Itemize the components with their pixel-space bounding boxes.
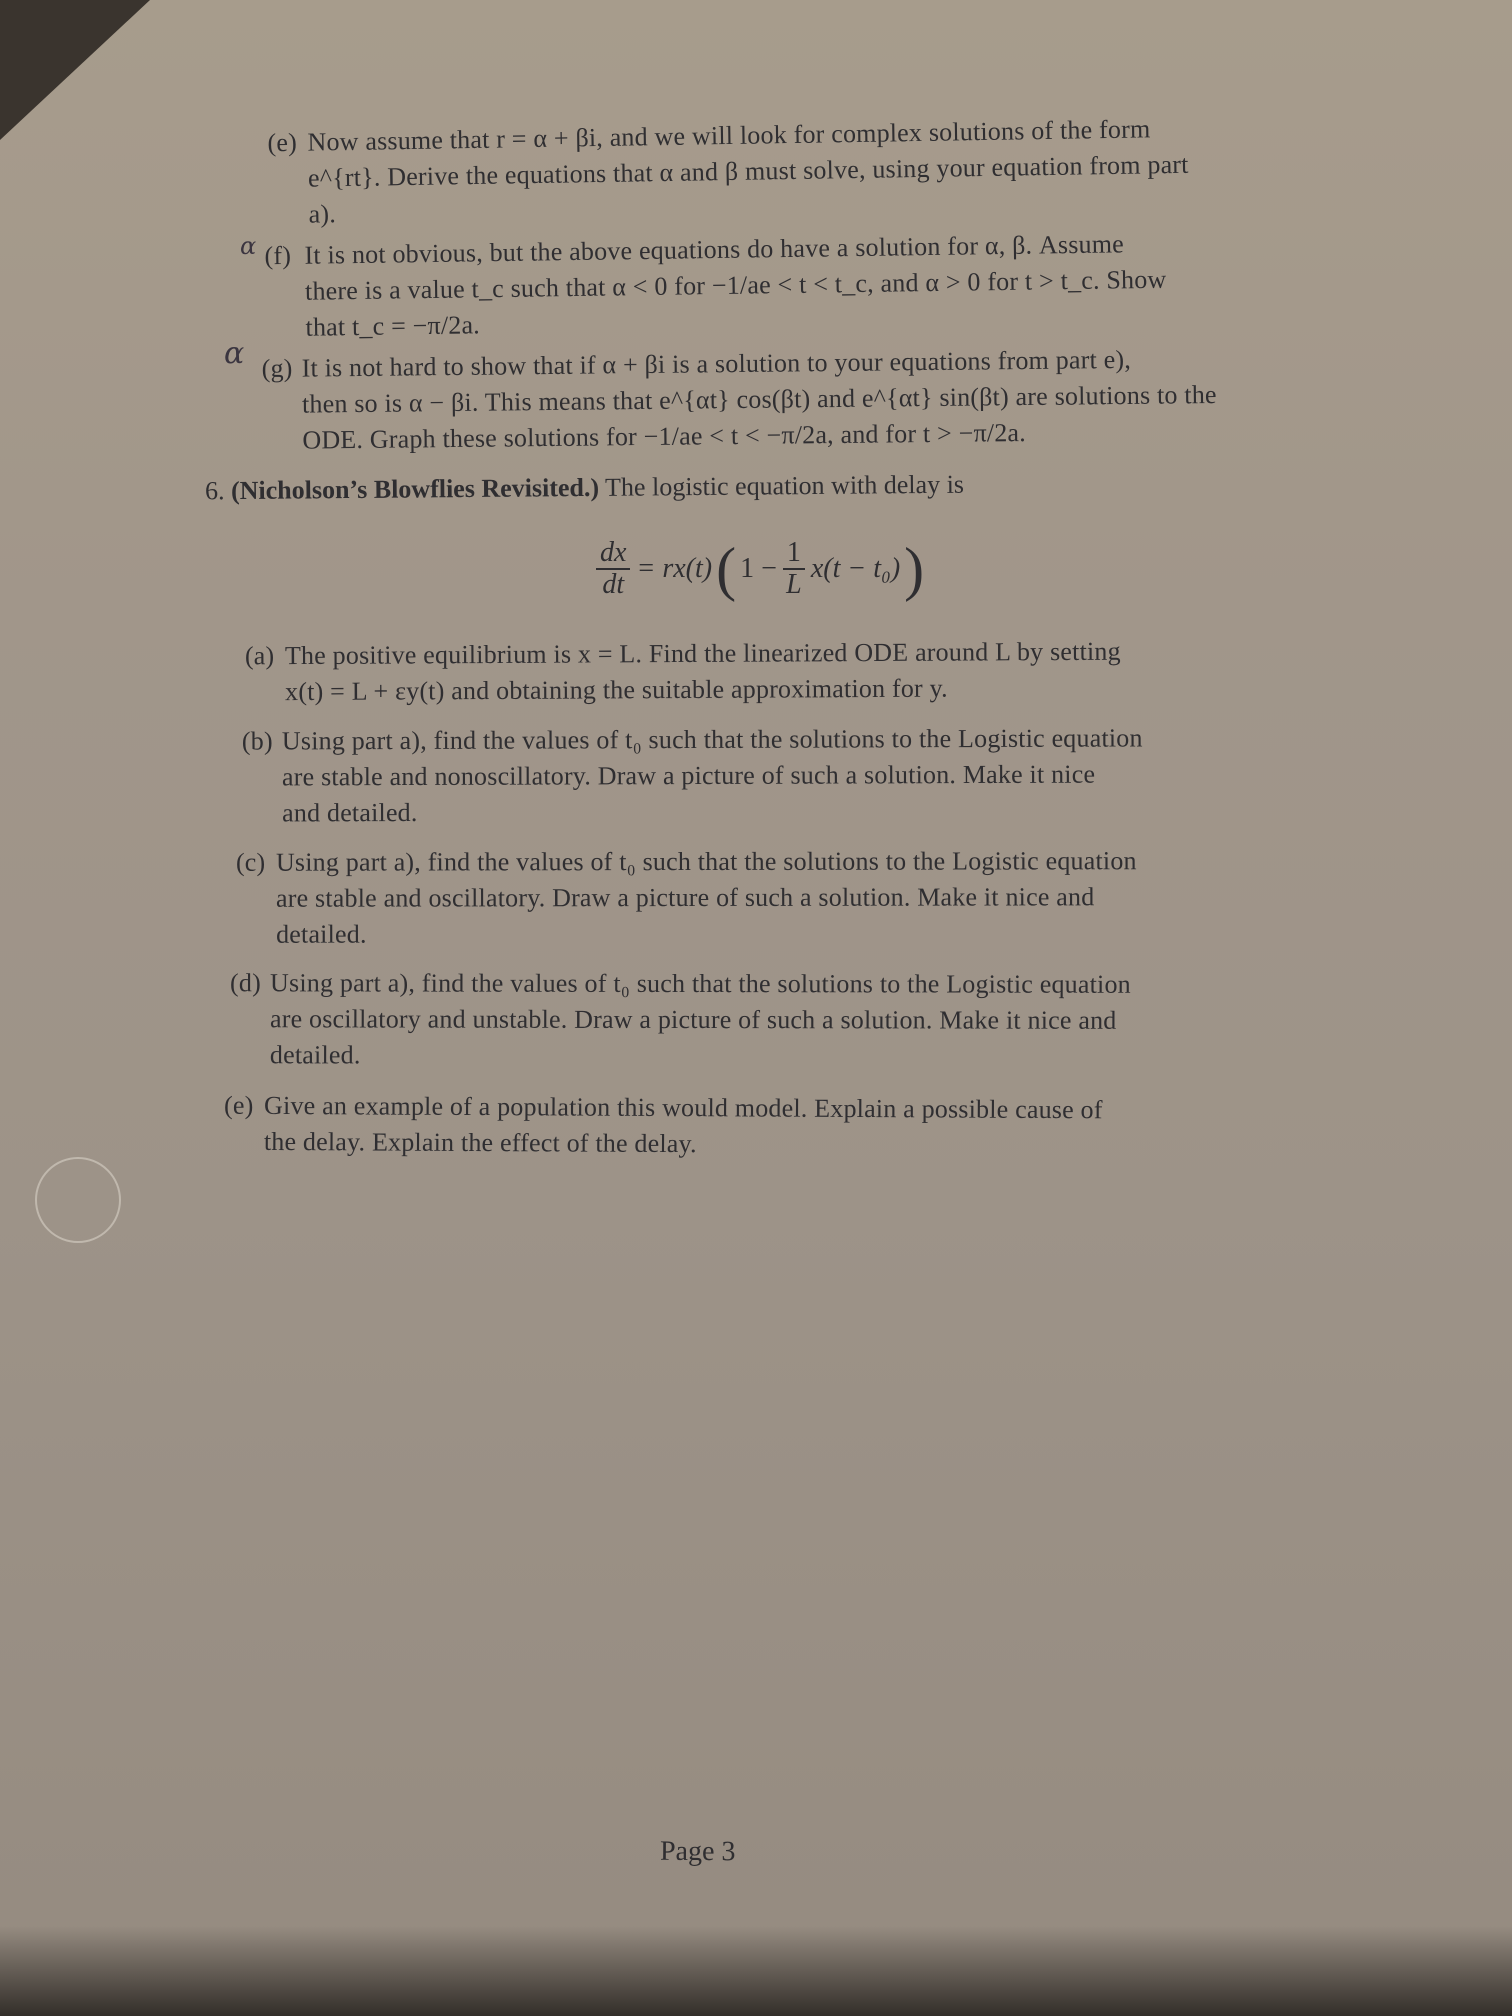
part-label: (e): [267, 127, 298, 158]
problem-intro: The logistic equation with delay is: [604, 469, 965, 502]
part-line: Using part a), find the values of t₀ such that the solutions to the Logistic equation: [281, 723, 1143, 756]
part-line: The positive equilibrium is x = L. Find the linearized ODE around L by setting: [284, 636, 1121, 671]
part-line: It is not hard to show that if α + βi is a solution to your equations from part e),: [301, 344, 1132, 383]
part-line: then so is α − βi. This means that e^{αt} cos(βt) and e^{αt} sin(βt) are solutions to the: [301, 380, 1217, 419]
rhs-prefix: = rx(t): [636, 553, 713, 584]
part-line: and detailed.: [282, 797, 418, 828]
part-label: (g): [261, 353, 293, 384]
problem6-heading: [205, 467, 964, 510]
part-line: are stable and oscillatory. Draw a picture of such a solution. Make it nice and: [275, 882, 1095, 913]
part-line: It is not obvious, but the above equations do have a solution for α, β. Assume: [304, 229, 1125, 270]
part-line: Using part a), find the values of t₀ such that the solutions to the Logistic equation: [275, 846, 1137, 877]
part-label: (b): [241, 726, 273, 756]
inner-rest: x(t − t₀): [810, 553, 901, 584]
problem6-part-c: [236, 843, 1137, 953]
left-paren-icon: (: [716, 536, 737, 602]
part-label: (e): [224, 1090, 254, 1120]
inner-numerator: 1: [783, 538, 805, 570]
part-line: there is a value t_c such that α < 0 for −1/ae < t < t_c, and α > 0 for t > t_c. Show: [304, 264, 1167, 306]
part-line: the delay. Explain the effect of the delay.: [263, 1126, 697, 1159]
problem-title: (Nicholson’s Blowflies Revisited.): [230, 472, 600, 506]
corner-shadow: [0, 0, 150, 140]
problem-number: 6.: [204, 476, 225, 506]
lhs-fraction: [596, 538, 630, 600]
part-line: are oscillatory and unstable. Draw a picture of such a solution. Make it nice and: [269, 1004, 1117, 1035]
bottom-shadow: [0, 1926, 1512, 2016]
page-number: Page 3: [659, 1835, 736, 1868]
inner-fraction: [783, 538, 805, 600]
part-line: a).: [308, 199, 337, 229]
handwritten-alpha-mark: α: [240, 232, 257, 260]
part-line: Give an example of a population this would model. Explain a possible cause of: [264, 1090, 1103, 1125]
part-label: (c): [235, 847, 266, 877]
handwritten-alpha-mark: α: [224, 336, 245, 371]
inner-denominator: L: [786, 569, 802, 600]
part-line: Now assume that r = α + βi, and we will look for complex solutions of the form: [307, 114, 1151, 157]
part-label: (d): [230, 968, 262, 998]
problem6-part-b: [242, 720, 1143, 831]
part-line: x(t) = L + εy(t) and obtaining the suitable approximation for y.: [285, 673, 948, 707]
part-line: e^{rt}. Derive the equations that α and β must solve, using your equation from part: [307, 149, 1189, 193]
problem5-part-g: [261, 341, 1217, 459]
part-label: (f): [264, 240, 292, 271]
part-line: ODE. Graph these solutions for −1/ae < t < −π/2a, and for t > −π/2a.: [302, 418, 1027, 455]
problem5-part-e: [267, 111, 1189, 233]
part-label: (a): [244, 641, 275, 671]
delay-logistic-equation: [590, 538, 928, 600]
problem5-part-f: [264, 226, 1167, 347]
lhs-numerator: dx: [596, 538, 630, 570]
part-line: Using part a), find the values of t₀ such that the solutions to the Logistic equation: [270, 968, 1131, 999]
problem6-part-e: [224, 1088, 1103, 1165]
problem6-part-a: [245, 634, 1121, 711]
problem6-part-d: [230, 965, 1131, 1075]
part-line: detailed.: [276, 919, 367, 949]
right-paren-icon: ): [904, 536, 925, 602]
part-line: that t_c = −π/2a.: [305, 310, 481, 342]
part-line: are stable and nonoscillatory. Draw a picture of such a solution. Make it nice: [281, 759, 1096, 792]
lhs-denominator: dt: [602, 569, 625, 600]
part-line: detailed.: [269, 1040, 361, 1070]
hole-punch-circle-icon: [28, 1150, 128, 1250]
inner-one: 1 −: [740, 553, 777, 584]
